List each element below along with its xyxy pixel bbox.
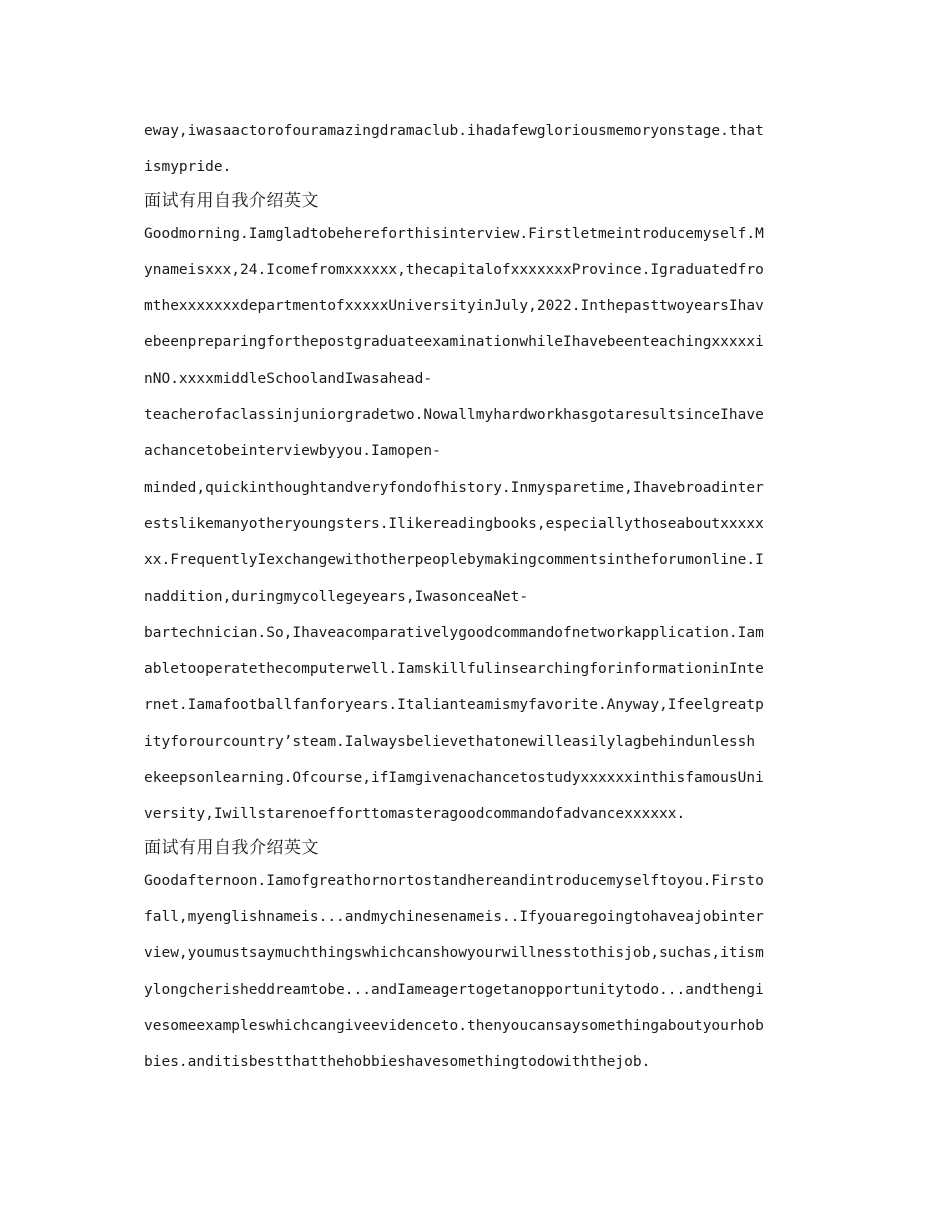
text-line: bies.anditisbestthatthehobbieshavesomethingtodowiththejob. <box>144 1054 651 1071</box>
text-line: xx.FrequentlyIexchangewithotherpeoplebymakingcommentsintheforumonline.I <box>144 552 764 569</box>
document-section <box>144 113 806 186</box>
text-line: ismypride. <box>144 159 232 176</box>
text-line: ebeenpreparingforthepostgraduateexaminationwhileIhavebeenteachingxxxxxi <box>144 334 764 351</box>
text-line: naddition,duringmycollegeyears,IwasonceaNet- <box>144 588 529 605</box>
section-heading: 面试有用自我介绍英文 <box>144 190 319 211</box>
text-line: nNO.xxxxmiddleSchoolandIwasahead- <box>144 370 433 387</box>
text-line: bartechnician.So,Ihaveacomparativelygoodcommandofnetworkapplication.Iam <box>144 624 764 641</box>
text-line: minded,quickinthoughtandveryfondofhistory.Inmysparetime,Ihavebroadinter <box>144 479 764 496</box>
document-section <box>144 186 806 833</box>
text-line: teacherofaclassinjuniorgradetwo.NowallmyhardworkhasgotaresultsinceIhave <box>144 407 764 424</box>
text-line: achancetobeinterviewbyyou.Iamopen- <box>144 443 441 460</box>
text-line: ityforourcountry’steam.Ialwaysbelievethatonewilleasilylagbehindunlessh <box>144 733 756 750</box>
document-body <box>144 113 806 1080</box>
text-line: abletooperatethecomputerwell.IamskillfulinsearchingforinformationinInte <box>144 661 764 678</box>
text-line: ekeepsonlearning.Ofcourse,ifIamgivenachancetostudyxxxxxxinthisfamousUni <box>144 770 764 787</box>
document-section <box>144 833 806 1081</box>
text-line: rnet.Iamafootballfanforyears.Italianteamismyfavorite.Anyway,Ifeelgreatp <box>144 697 764 714</box>
text-line: fall,myenglishnameis...andmychinesenameis..Ifyouaregoingtohaveajobinter <box>144 908 764 925</box>
text-line: Goodafternoon.Iamofgreathornortostandhereandintroducemyselftoyou.Firsto <box>144 872 764 889</box>
text-line: vesomeexampleswhichcangiveevidenceto.thenyoucansaysomethingaboutyourhob <box>144 1017 764 1034</box>
text-line: Goodmorning.Iamgladtobehereforthisinterview.Firstletmeintroducemyself.M <box>144 225 764 242</box>
text-line: estslikemanyotheryoungsters.Ilikereadingbooks,especiallythoseaboutxxxxx <box>144 515 764 532</box>
text-line: versity,Iwillstarenoefforttomasteragoodcommandofadvancexxxxxx. <box>144 806 686 823</box>
text-line: view,youmustsaymuchthingswhichcanshowyourwillnesstothisjob,suchas,itism <box>144 945 764 962</box>
text-line: ynameisxxx,24.Icomefromxxxxxx,thecapitalofxxxxxxxProvince.Igraduatedfro <box>144 261 764 278</box>
text-line: ylongcherisheddreamtobe...andIameagertogetanopportunitytodo...andthengi <box>144 981 764 998</box>
text-line: mthexxxxxxxdepartmentofxxxxxUniversityinJuly,2022.InthepasttwoyearsIhav <box>144 298 764 315</box>
section-heading: 面试有用自我介绍英文 <box>144 837 319 858</box>
text-line: eway,iwasaactorofouramazingdramaclub.ihadafewgloriousmemoryonstage.that <box>144 123 764 139</box>
document-page <box>144 113 806 1080</box>
